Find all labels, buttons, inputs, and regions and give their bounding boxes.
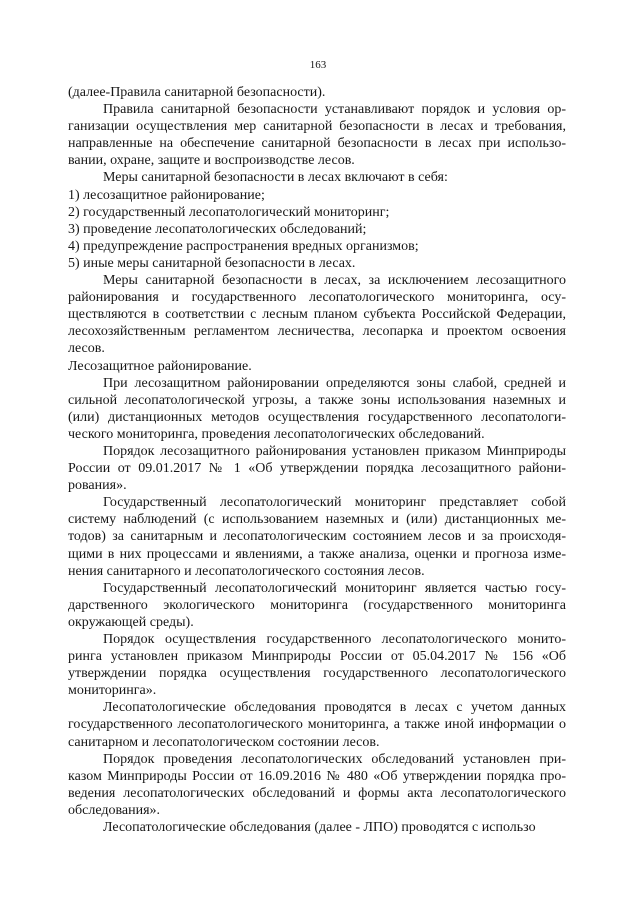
paragraph-monitoring-order: Порядок осуществления государственного лесопатологического мониторинга установлен приказом Минприроды России от 05.04.2017 № 156 «Об утверждении порядка осуществления государственного лесопатологического мониторинга». bbox=[68, 632, 566, 699]
list-item: 1) лесозащитное районирование; bbox=[68, 187, 265, 203]
list-item: 2) государственный лесопатологический мониторинг; bbox=[68, 204, 390, 220]
paragraph-lpo-intro: Лесопатологические обследования (далее - ЛПО) проводятся с использо bbox=[103, 820, 536, 836]
section-heading-zoning: Лесозащитное районирование. bbox=[68, 358, 252, 374]
paragraph-measures-exceptions: Меры санитарной безопасности в лесах, за исключением лесозащитного районирования и государственного лесопатологического мониторинга, осуществляются в соответствии с лесным планом субъекта Российской Федерации, лесохозяйственным регламентом лесничества, лесопарка и проектом освоения лесов. bbox=[68, 273, 566, 357]
paragraph-zoning-zones: При лесозащитном районировании определяются зоны слабой, средней и сильной лесопатологической угрозы, а также зоны использования наземных и (или) дистанционных методов осуществления государственного лесопатологического мониторинга, проведения лесопатологических обследований. bbox=[68, 375, 566, 442]
paragraph-sanitary-rules: Правила санитарной безопасности устанавливают порядок и условия организации осуществления мер санитарной безопасности в лесах и требования, направленные на обеспечение санитарной безопасности в лесах при использовании, охране, защите и воспроизводстве лесов. bbox=[68, 102, 566, 169]
paragraph-zoning-order: Порядок лесозащитного районирования установлен приказом Минприроды России от 09.01.2017 № 1 «Об утверждении порядка лесозащитного районирования». bbox=[68, 443, 566, 494]
paragraph-continuation: (далее-Правила санитарной безопасности). bbox=[68, 85, 326, 100]
list-item: 5) иные меры санитарной безопасности в лесах. bbox=[68, 255, 356, 271]
paragraph-surveys-basis: Лесопатологические обследования проводятся в лесах с учетом данных государственного лесопатологического мониторинга, а также иной информации о санитарном и лесопатологическом состоянии лесов. bbox=[68, 700, 566, 750]
paragraph-monitoring-definition: Государственный лесопатологический мониторинг представляет собой систему наблюдений (с использованием наземных и (или) дистанционных методов) за санитарным и лесопатологическим состоянием лесов и за происходящими в них процессами и явлениями, а также анализа, оценки и прогноза изменения санитарного и лесопатологического состояния лесов. bbox=[68, 495, 566, 579]
paragraph-monitoring-part: Государственный лесопатологический мониторинг является частью государственного экологического мониторинга (государственного мониторинга окружающей среды). bbox=[68, 580, 566, 630]
paragraph-surveys-order: Порядок проведения лесопатологических обследований установлен приказом Минприроды России от 16.09.2016 № 480 «Об утверждении порядка проведения лесопатологических обследований и формы акта лесопатологического обследования». bbox=[68, 751, 566, 818]
page-number: 163 bbox=[309, 59, 327, 71]
paragraph-measures-intro: Меры санитарной безопасности в лесах включают в себя: bbox=[103, 170, 448, 186]
list-item: 4) предупреждение распространения вредных организмов; bbox=[68, 238, 419, 254]
document-body bbox=[68, 84, 566, 836]
list-item: 3) проведение лесопатологических обследований; bbox=[68, 221, 367, 237]
